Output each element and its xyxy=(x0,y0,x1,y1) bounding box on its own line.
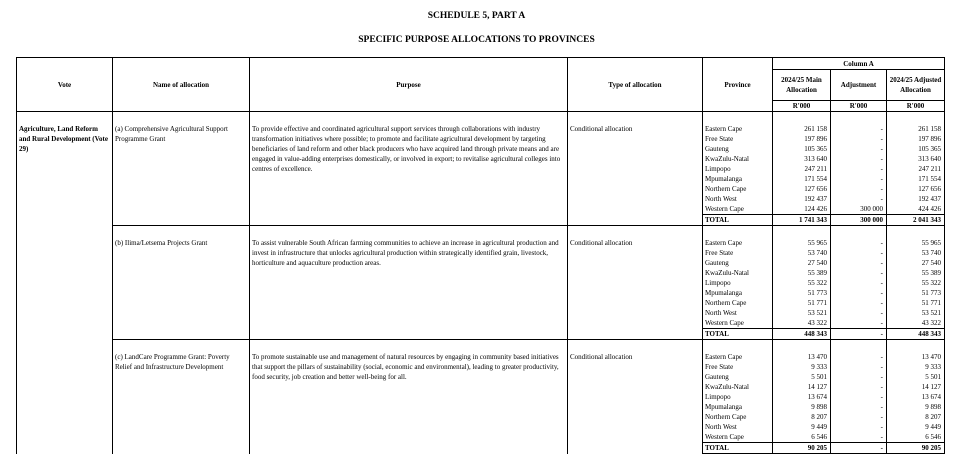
province-cell: North West xyxy=(703,422,773,432)
main-allocation-cell: 171 554 xyxy=(773,174,831,184)
main-allocation-cell: 13 674 xyxy=(773,392,831,402)
allocation-type: Conditional allocation xyxy=(568,112,703,226)
total-label: TOTAL xyxy=(703,329,773,340)
adjustment-cell: - xyxy=(831,154,887,164)
province-cell: KwaZulu-Natal xyxy=(703,268,773,278)
unit-main: R'000 xyxy=(773,101,831,112)
total-adjusted: 448 343 xyxy=(887,329,945,340)
adjusted-allocation-cell: 171 554 xyxy=(887,174,945,184)
main-allocation-cell: 192 437 xyxy=(773,194,831,204)
province-cell: Northern Cape xyxy=(703,184,773,194)
col-header-name: Name of allocation xyxy=(113,58,250,112)
province-cell: Gauteng xyxy=(703,372,773,382)
main-allocation-cell: 9 333 xyxy=(773,362,831,372)
adjustment-cell: - xyxy=(831,382,887,392)
adjusted-allocation-cell: 313 640 xyxy=(887,154,945,164)
main-allocation-cell: 313 640 xyxy=(773,154,831,164)
adjusted-allocation-cell: 247 211 xyxy=(887,164,945,174)
adjustment-cell: - xyxy=(831,258,887,268)
main-allocation-cell: 9 449 xyxy=(773,422,831,432)
adjusted-allocation-cell: 55 389 xyxy=(887,268,945,278)
adjustment-cell: - xyxy=(831,340,887,363)
allocations-body xyxy=(17,112,945,454)
adjustment-cell: - xyxy=(831,318,887,329)
allocations-table xyxy=(16,57,945,454)
adjusted-allocation-cell: 53 521 xyxy=(887,308,945,318)
province-cell: Northern Cape xyxy=(703,412,773,422)
main-allocation-cell: 261 158 xyxy=(773,112,831,135)
adjustment-cell: - xyxy=(831,226,887,249)
table-row xyxy=(17,340,945,363)
main-allocation-cell: 5 501 xyxy=(773,372,831,382)
total-adjustment: - xyxy=(831,443,887,454)
total-label: TOTAL xyxy=(703,443,773,454)
allocation-purpose: To promote sustainable use and management of natural resources by engaging in community based initiatives that support the pillars of sustainability (social, economic and environmental), leading to greater productivity, food security, job creation and better well-being for all. xyxy=(250,340,568,454)
province-cell: Eastern Cape xyxy=(703,226,773,249)
province-cell: Mpumalanga xyxy=(703,402,773,412)
col-header-vote: Vote xyxy=(17,58,113,112)
adjustment-cell: - xyxy=(831,392,887,402)
province-cell: Gauteng xyxy=(703,144,773,154)
col-header-column-group: Column A xyxy=(773,58,945,70)
adjusted-allocation-cell: 53 740 xyxy=(887,248,945,258)
province-cell: Mpumalanga xyxy=(703,174,773,184)
adjusted-allocation-cell: 51 773 xyxy=(887,288,945,298)
adjusted-allocation-cell: 27 540 xyxy=(887,258,945,268)
total-main: 90 205 xyxy=(773,443,831,454)
province-cell: Eastern Cape xyxy=(703,112,773,135)
total-adjusted: 2 041 343 xyxy=(887,215,945,226)
adjustment-cell: - xyxy=(831,248,887,258)
adjusted-allocation-cell: 5 501 xyxy=(887,372,945,382)
main-allocation-cell: 51 773 xyxy=(773,288,831,298)
table-row xyxy=(17,112,945,135)
main-allocation-cell: 55 965 xyxy=(773,226,831,249)
adjustment-cell: - xyxy=(831,422,887,432)
main-allocation-cell: 105 365 xyxy=(773,144,831,154)
province-cell: KwaZulu-Natal xyxy=(703,154,773,164)
adjusted-allocation-cell: 13 470 xyxy=(887,340,945,363)
allocation-type: Conditional allocation xyxy=(568,340,703,454)
province-cell: Mpumalanga xyxy=(703,288,773,298)
main-allocation-cell: 124 426 xyxy=(773,204,831,215)
province-cell: Limpopo xyxy=(703,392,773,402)
adjusted-allocation-cell: 9 449 xyxy=(887,422,945,432)
province-cell: Northern Cape xyxy=(703,298,773,308)
main-allocation-cell: 9 898 xyxy=(773,402,831,412)
schedule-subheading: SPECIFIC PURPOSE ALLOCATIONS TO PROVINCES xyxy=(358,35,595,45)
adjustment-cell: - xyxy=(831,174,887,184)
adjusted-allocation-cell: 13 674 xyxy=(887,392,945,402)
main-allocation-cell: 8 207 xyxy=(773,412,831,422)
province-cell: North West xyxy=(703,194,773,204)
adjustment-cell: - xyxy=(831,362,887,372)
adjustment-cell: - xyxy=(831,308,887,318)
total-label: TOTAL xyxy=(703,215,773,226)
main-allocation-cell: 14 127 xyxy=(773,382,831,392)
adjusted-allocation-cell: 51 771 xyxy=(887,298,945,308)
province-cell: Free State xyxy=(703,134,773,144)
adjusted-allocation-cell: 8 207 xyxy=(887,412,945,422)
main-allocation-cell: 13 470 xyxy=(773,340,831,363)
total-main: 1 741 343 xyxy=(773,215,831,226)
adjustment-cell: - xyxy=(831,278,887,288)
allocation-purpose: To provide effective and coordinated agricultural support services through collaborations with industry transformation initiatives where possible; to promote and facilitate agricultural development by targeting beneficiaries of land reform and other black producers who have acquired land through private means and are engaged in value-adding enterprises domestically, or involved in export; to revitalise agricultural colleges into centres of excellence. xyxy=(250,112,568,226)
adjusted-allocation-cell: 9 333 xyxy=(887,362,945,372)
col-header-adjusted: 2024/25 Adjusted Allocation xyxy=(887,70,945,101)
adjustment-cell: - xyxy=(831,112,887,135)
allocation-name: (a) Comprehensive Agricultural Support Programme Grant xyxy=(113,112,250,226)
allocation-type: Conditional allocation xyxy=(568,226,703,340)
adjustment-cell: - xyxy=(831,288,887,298)
main-allocation-cell: 27 540 xyxy=(773,258,831,268)
adjusted-allocation-cell: 261 158 xyxy=(887,112,945,135)
total-main: 448 343 xyxy=(773,329,831,340)
adjustment-cell: 300 000 xyxy=(831,204,887,215)
vote-cell: Agriculture, Land Reform and Rural Development (Vote 29) xyxy=(17,112,113,454)
table-row xyxy=(17,226,945,249)
adjustment-cell: - xyxy=(831,402,887,412)
adjustment-cell: - xyxy=(831,268,887,278)
adjustment-cell: - xyxy=(831,298,887,308)
adjusted-allocation-cell: 6 546 xyxy=(887,432,945,443)
adjusted-allocation-cell: 55 965 xyxy=(887,226,945,249)
adjusted-allocation-cell: 14 127 xyxy=(887,382,945,392)
schedule-heading: SCHEDULE 5, PART A xyxy=(427,11,526,21)
adjusted-allocation-cell: 192 437 xyxy=(887,194,945,204)
province-cell: North West xyxy=(703,308,773,318)
province-cell: Eastern Cape xyxy=(703,340,773,363)
adjusted-allocation-cell: 197 896 xyxy=(887,134,945,144)
col-header-purpose: Purpose xyxy=(250,58,568,112)
main-allocation-cell: 53 740 xyxy=(773,248,831,258)
allocation-name: (b) Ilima/Letsema Projects Grant xyxy=(113,226,250,340)
unit-adjusted: R'000 xyxy=(887,101,945,112)
main-allocation-cell: 51 771 xyxy=(773,298,831,308)
adjustment-cell: - xyxy=(831,412,887,422)
adjustment-cell: - xyxy=(831,134,887,144)
col-header-adjustment: Adjustment xyxy=(831,70,887,101)
province-cell: Gauteng xyxy=(703,258,773,268)
adjusted-allocation-cell: 43 322 xyxy=(887,318,945,329)
allocation-purpose: To assist vulnerable South African farming communities to achieve an increase in agricultural production and invest in infrastructure that unlocks agricultural production within strategically identified grain, livestock, horticulture and aquaculture production areas. xyxy=(250,226,568,340)
col-header-main: 2024/25 Main Allocation xyxy=(773,70,831,101)
main-allocation-cell: 55 389 xyxy=(773,268,831,278)
total-adjustment: - xyxy=(831,329,887,340)
adjustment-cell: - xyxy=(831,372,887,382)
allocation-name: (c) LandCare Programme Grant: Poverty Relief and Infrastructure Development xyxy=(113,340,250,454)
province-cell: Western Cape xyxy=(703,432,773,443)
main-allocation-cell: 6 546 xyxy=(773,432,831,443)
total-adjusted: 90 205 xyxy=(887,443,945,454)
col-header-province: Province xyxy=(703,58,773,112)
main-allocation-cell: 55 322 xyxy=(773,278,831,288)
adjustment-cell: - xyxy=(831,432,887,443)
main-allocation-cell: 53 521 xyxy=(773,308,831,318)
province-cell: Free State xyxy=(703,248,773,258)
total-adjustment: 300 000 xyxy=(831,215,887,226)
unit-adjustment: R'000 xyxy=(831,101,887,112)
main-allocation-cell: 197 896 xyxy=(773,134,831,144)
main-allocation-cell: 247 211 xyxy=(773,164,831,174)
province-cell: KwaZulu-Natal xyxy=(703,382,773,392)
col-header-type: Type of allocation xyxy=(568,58,703,112)
province-cell: Limpopo xyxy=(703,278,773,288)
province-cell: Western Cape xyxy=(703,318,773,329)
province-cell: Free State xyxy=(703,362,773,372)
adjusted-allocation-cell: 127 656 xyxy=(887,184,945,194)
main-allocation-cell: 43 322 xyxy=(773,318,831,329)
adjusted-allocation-cell: 9 898 xyxy=(887,402,945,412)
main-allocation-cell: 127 656 xyxy=(773,184,831,194)
adjusted-allocation-cell: 424 426 xyxy=(887,204,945,215)
adjusted-allocation-cell: 105 365 xyxy=(887,144,945,154)
adjustment-cell: - xyxy=(831,144,887,154)
adjustment-cell: - xyxy=(831,164,887,174)
adjustment-cell: - xyxy=(831,184,887,194)
province-cell: Limpopo xyxy=(703,164,773,174)
adjusted-allocation-cell: 55 322 xyxy=(887,278,945,288)
province-cell: Western Cape xyxy=(703,204,773,215)
adjustment-cell: - xyxy=(831,194,887,204)
